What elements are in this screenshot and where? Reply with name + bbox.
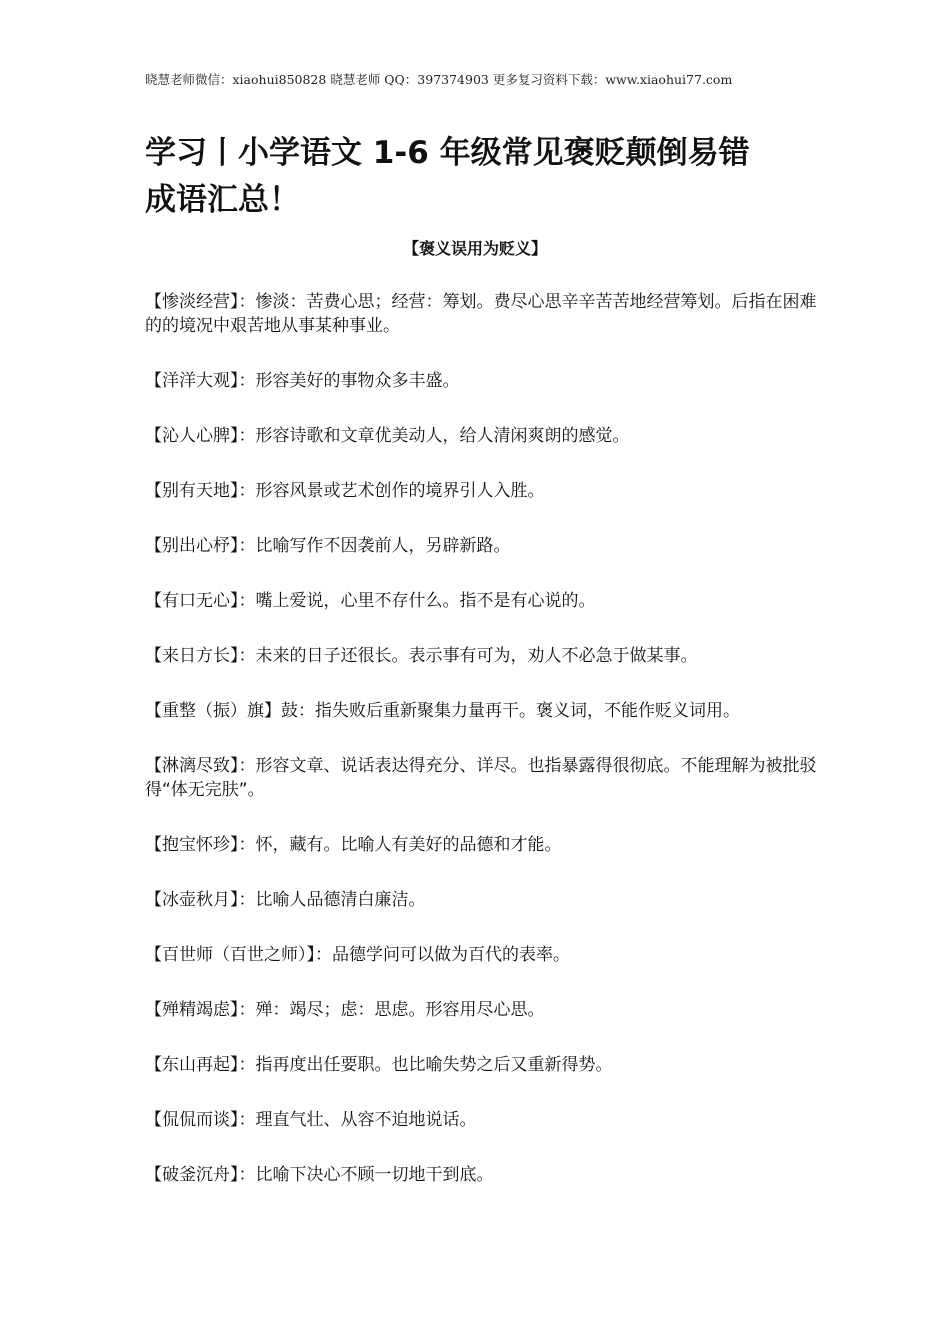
idiom-separator: ： <box>238 536 256 556</box>
idiom-separator: ： <box>238 371 256 391</box>
idiom-separator: 鼓： <box>281 701 315 721</box>
idiom-definition: 嘴上爱说，心里不存什么。指不是有心说的。 <box>255 591 596 611</box>
idiom-entry <box>145 1163 825 1187</box>
idiom-entry <box>145 644 825 668</box>
idiom-entry <box>145 754 825 802</box>
idiom-definition: 惨淡：苦费心思；经营：筹划。费尽心思辛辛苦苦地经营筹划。后指在困难的的境况中艰苦地从事某种事业。 <box>145 292 817 336</box>
idiom-definition: 比喻写作不因袭前人，另辟新路。 <box>255 536 511 556</box>
page-header: 晓慧老师微信：xiaohui850828 晓慧老师 QQ：397374903 更多复习资料下载：www.xiaohui77.com <box>145 72 733 87</box>
idiom-term: 【破釜沉舟】 <box>145 1165 239 1185</box>
idiom-separator: ： <box>238 591 256 611</box>
idiom-separator: ： <box>315 945 332 965</box>
idiom-separator: ： <box>238 1000 256 1020</box>
idiom-definition: 形容诗歌和文章优美动人，给人清闲爽朗的感觉。 <box>255 426 630 446</box>
idiom-entry <box>145 369 825 393</box>
idiom-term: 【来日方长】 <box>145 646 239 666</box>
idiom-separator: ： <box>238 756 256 776</box>
idiom-list <box>145 290 825 1218</box>
idiom-separator: ： <box>238 835 256 855</box>
idiom-definition: 指再度出任要职。也比喻失势之后又重新得势。 <box>255 1055 613 1075</box>
idiom-entry <box>145 1053 825 1077</box>
idiom-separator: ： <box>238 890 256 910</box>
idiom-term: 【重整（振）旗】 <box>145 701 281 721</box>
idiom-separator: ： <box>238 481 256 501</box>
document-title-line-1: 学习丨小学语文 1-6 年级常见褒贬颠倒易错 <box>145 135 750 171</box>
idiom-definition: 比喻人品德清白廉洁。 <box>255 890 426 910</box>
idiom-term: 【百世师（百世之师）】 <box>145 945 315 965</box>
section-heading: 【褒义误用为贬义】 <box>402 239 547 258</box>
idiom-definition: 未来的日子还很长。表示事有可为，劝人不必急于做某事。 <box>255 646 698 666</box>
idiom-term: 【冰壶秋月】 <box>145 890 239 910</box>
idiom-separator: ： <box>238 646 256 666</box>
idiom-entry <box>145 943 825 967</box>
idiom-entry <box>145 479 825 503</box>
idiom-term: 【惨淡经营】 <box>145 292 239 312</box>
idiom-entry <box>145 589 825 613</box>
idiom-term: 【别出心杼】 <box>145 536 239 556</box>
idiom-definition: 形容文章、说话表达得充分、详尽。也指暴露得很彻底。不能理解为被批驳得“体无完肤”。 <box>145 756 817 800</box>
idiom-definition: 品德学问可以做为百代的表率。 <box>332 945 570 965</box>
idiom-separator: ： <box>238 292 256 312</box>
idiom-term: 【东山再起】 <box>145 1055 239 1075</box>
idiom-entry <box>145 534 825 558</box>
idiom-definition: 怀，藏有。比喻人有美好的品德和才能。 <box>255 835 562 855</box>
document-title-line-2: 成语汇总！ <box>145 182 300 218</box>
idiom-definition: 指失败后重新聚集力量再干。褒义词，不能作贬义词用。 <box>315 701 740 721</box>
idiom-separator: ： <box>238 1055 256 1075</box>
idiom-entry <box>145 424 825 448</box>
idiom-separator: ： <box>238 1110 256 1130</box>
idiom-entry <box>145 1108 825 1132</box>
idiom-entry <box>145 699 825 723</box>
idiom-term: 【侃侃而谈】 <box>145 1110 239 1130</box>
idiom-entry <box>145 290 825 338</box>
idiom-definition: 形容美好的事物众多丰盛。 <box>255 371 460 391</box>
idiom-definition: 理直气壮、从容不迫地说话。 <box>255 1110 477 1130</box>
idiom-separator: ： <box>238 426 256 446</box>
idiom-entry <box>145 888 825 912</box>
idiom-term: 【别有天地】 <box>145 481 239 501</box>
idiom-term: 【沁人心脾】 <box>145 426 239 446</box>
idiom-term: 【殚精竭虑】 <box>145 1000 239 1020</box>
idiom-term: 【淋漓尽致】 <box>145 756 239 776</box>
idiom-separator: ： <box>238 1165 256 1185</box>
idiom-definition: 形容风景或艺术创作的境界引人入胜。 <box>255 481 545 501</box>
idiom-term: 【洋洋大观】 <box>145 371 239 391</box>
idiom-definition: 比喻下决心不顾一切地干到底。 <box>255 1165 494 1185</box>
idiom-entry <box>145 998 825 1022</box>
document-title <box>145 130 825 224</box>
idiom-entry <box>145 833 825 857</box>
idiom-term: 【有口无心】 <box>145 591 239 611</box>
idiom-definition: 殚：竭尽；虑：思虑。形容用尽心思。 <box>255 1000 545 1020</box>
idiom-term: 【抱宝怀珍】 <box>145 835 239 855</box>
